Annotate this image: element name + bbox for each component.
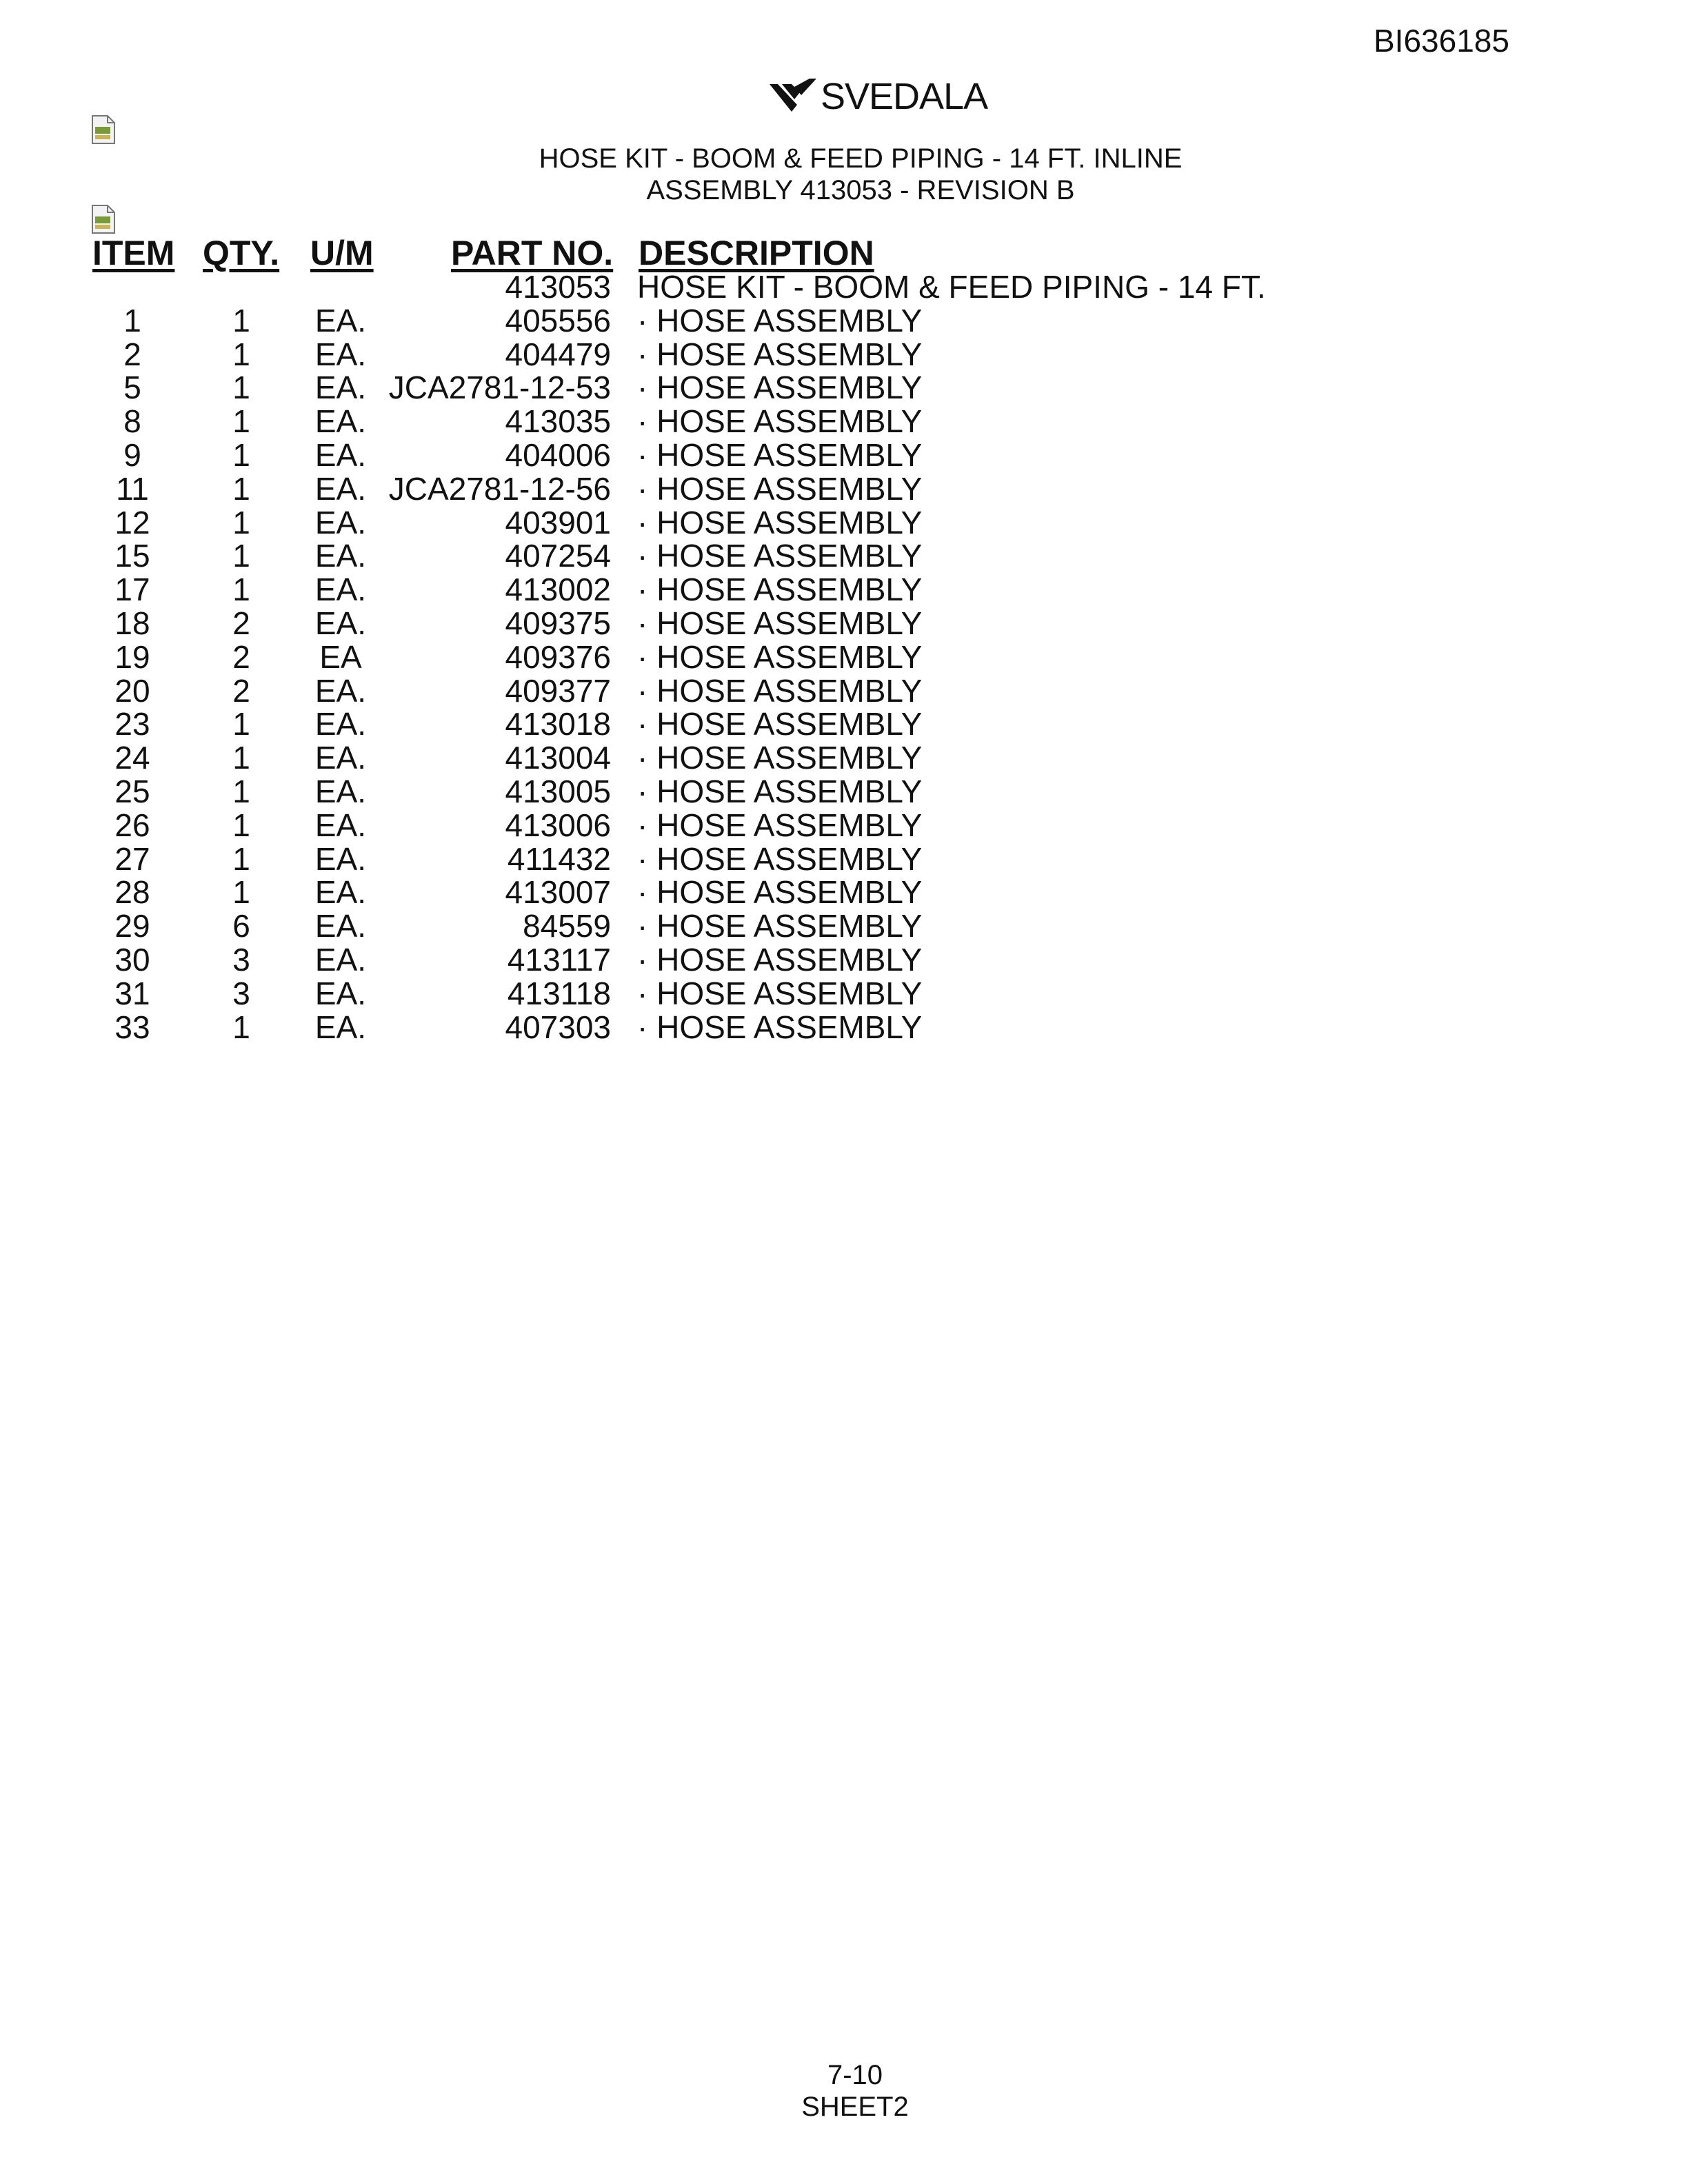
item-cell: 18: [114, 605, 150, 641]
part-number-cell: 413007: [505, 874, 611, 911]
item-cell: 2: [123, 336, 141, 372]
um-cell: EA.: [314, 302, 367, 338]
table-row: [0, 438, 1688, 472]
um-cell: EA.: [314, 672, 367, 709]
um-cell: EA.: [314, 840, 367, 877]
qty-cell: 1: [232, 370, 250, 406]
part-number-cell: 403901: [505, 504, 611, 540]
qty-cell: 1: [232, 470, 250, 507]
part-number-cell: 409376: [505, 638, 611, 675]
part-number-cell: 413004: [505, 740, 611, 776]
table-row: [0, 809, 1688, 842]
table-row: [0, 472, 1688, 506]
description-cell: · HOSE ASSEMBLY: [637, 807, 923, 843]
description-cell: · HOSE ASSEMBLY: [637, 874, 923, 911]
part-number-cell: 413002: [505, 572, 611, 608]
qty-cell: 3: [232, 975, 250, 1011]
qty-cell: 1: [232, 1009, 250, 1045]
sheet-label: SHEET2: [801, 2092, 909, 2122]
um-cell: EA.: [314, 370, 367, 406]
item-cell: 31: [114, 975, 150, 1011]
item-cell: 29: [114, 908, 150, 944]
qty-cell: 2: [232, 605, 250, 641]
part-number-cell: 413005: [505, 773, 611, 809]
item-cell: 27: [114, 840, 150, 877]
page-number: 7-10: [827, 2060, 883, 2090]
qty-cell: 1: [232, 436, 250, 473]
item-cell: 23: [114, 706, 150, 742]
part-number-cell: 411432: [507, 840, 611, 877]
description-cell: · HOSE ASSEMBLY: [637, 336, 923, 372]
qty-cell: 2: [232, 672, 250, 709]
description-cell: · HOSE ASSEMBLY: [637, 572, 923, 608]
header-um: U/M: [310, 234, 374, 272]
qty-cell: 1: [232, 403, 250, 440]
qty-cell: 1: [232, 572, 250, 608]
header-item: ITEM: [92, 234, 175, 272]
um-cell: EA.: [314, 874, 367, 911]
qty-cell: 1: [232, 840, 250, 877]
item-cell: 25: [114, 773, 150, 809]
description-cell: · HOSE ASSEMBLY: [637, 403, 923, 440]
item-cell: 19: [114, 638, 150, 675]
um-cell: EA.: [314, 1009, 367, 1045]
description-cell: · HOSE ASSEMBLY: [637, 706, 923, 742]
brand-name: SVEDALA: [821, 76, 988, 117]
item-cell: 5: [123, 370, 141, 406]
item-cell: 20: [114, 672, 150, 709]
document-id: BI636185: [1374, 23, 1509, 59]
item-cell: 11: [116, 470, 149, 507]
um-cell: EA.: [314, 807, 367, 843]
table-row: [0, 943, 1688, 977]
um-cell: EA: [319, 638, 362, 675]
header-part-no: PART NO.: [451, 234, 614, 272]
part-number-cell: 413006: [505, 807, 611, 843]
item-cell: 9: [123, 436, 141, 473]
part-number-cell: 404479: [505, 336, 611, 372]
qty-cell: 1: [232, 740, 250, 776]
qty-cell: 3: [232, 941, 250, 978]
um-cell: EA.: [314, 538, 367, 574]
svedala-logo-mark-icon: [767, 77, 819, 116]
description-cell: · HOSE ASSEMBLY: [637, 975, 923, 1011]
document-title: HOSE KIT - BOOM & FEED PIPING - 14 FT. INLINE: [539, 143, 1183, 174]
um-cell: EA.: [314, 941, 367, 978]
item-cell: 8: [123, 403, 141, 440]
table-row: [0, 707, 1688, 741]
item-cell: 28: [114, 874, 150, 911]
item-cell: 33: [114, 1009, 150, 1045]
um-cell: EA.: [314, 773, 367, 809]
um-cell: EA.: [314, 706, 367, 742]
item-cell: 15: [114, 538, 150, 574]
table-row: [0, 842, 1688, 876]
item-cell: 1: [123, 302, 141, 338]
part-number-cell: 409377: [505, 672, 611, 709]
part-number-cell: 407254: [505, 538, 611, 574]
um-cell: EA.: [314, 403, 367, 440]
um-cell: EA.: [314, 504, 367, 540]
um-cell: EA.: [314, 470, 367, 507]
table-row: [0, 775, 1688, 809]
table-row: [0, 640, 1688, 674]
part-number-cell: 413118: [507, 975, 611, 1011]
part-number-cell: 405556: [505, 302, 611, 338]
qty-cell: 6: [232, 908, 250, 944]
description-cell: · HOSE ASSEMBLY: [637, 908, 923, 944]
qty-cell: 1: [232, 874, 250, 911]
table-row: [0, 573, 1688, 607]
description-cell: · HOSE ASSEMBLY: [637, 538, 923, 574]
description-cell: · HOSE ASSEMBLY: [637, 773, 923, 809]
description-cell: · HOSE ASSEMBLY: [637, 638, 923, 675]
um-cell: EA.: [314, 975, 367, 1011]
part-number-cell: 409375: [505, 605, 611, 641]
item-cell: 24: [114, 740, 150, 776]
table-row: [0, 674, 1688, 708]
document-link-icon[interactable]: [90, 114, 117, 145]
um-cell: EA.: [314, 572, 367, 608]
description-cell: · HOSE ASSEMBLY: [637, 605, 923, 641]
item-cell: 30: [114, 941, 150, 978]
table-row: [0, 909, 1688, 943]
description-cell: · HOSE ASSEMBLY: [637, 302, 923, 338]
header-description: DESCRIPTION: [639, 234, 874, 272]
document-link-icon[interactable]: [90, 204, 117, 234]
qty-cell: 1: [232, 538, 250, 574]
header-qty: QTY.: [203, 234, 280, 272]
description-cell: · HOSE ASSEMBLY: [637, 470, 923, 507]
item-cell: 12: [114, 504, 150, 540]
part-number-cell: 413018: [505, 706, 611, 742]
parts-table: [0, 270, 1688, 1044]
table-row: [0, 876, 1688, 909]
description-cell: · HOSE ASSEMBLY: [637, 740, 923, 776]
part-number-cell: 404006: [505, 436, 611, 473]
description-cell: · HOSE ASSEMBLY: [637, 436, 923, 473]
table-row: [0, 304, 1688, 338]
table-row: [0, 506, 1688, 540]
table-row: [0, 607, 1688, 640]
description-cell: · HOSE ASSEMBLY: [637, 370, 923, 406]
um-cell: EA.: [314, 908, 367, 944]
um-cell: EA.: [314, 605, 367, 641]
qty-cell: 1: [232, 706, 250, 742]
qty-cell: 1: [232, 807, 250, 843]
part-number-cell: 407303: [505, 1009, 611, 1045]
qty-cell: 1: [232, 504, 250, 540]
description-cell: HOSE KIT - BOOM & FEED PIPING - 14 FT.: [637, 269, 1266, 305]
description-cell: · HOSE ASSEMBLY: [637, 504, 923, 540]
part-number-cell: 413035: [505, 403, 611, 440]
table-row: [0, 741, 1688, 775]
part-number-cell: JCA2781-12-53: [388, 370, 611, 406]
table-row: [0, 270, 1688, 304]
description-cell: · HOSE ASSEMBLY: [637, 941, 923, 978]
part-number-cell: JCA2781-12-56: [388, 470, 611, 507]
table-row: [0, 977, 1688, 1011]
qty-cell: 1: [232, 302, 250, 338]
um-cell: EA.: [314, 436, 367, 473]
description-cell: · HOSE ASSEMBLY: [637, 840, 923, 877]
description-cell: · HOSE ASSEMBLY: [637, 1009, 923, 1045]
qty-cell: 1: [232, 336, 250, 372]
svedala-logo: [767, 74, 987, 119]
document-subtitle: ASSEMBLY 413053 - REVISION B: [646, 175, 1075, 205]
qty-cell: 1: [232, 773, 250, 809]
item-cell: 26: [114, 807, 150, 843]
part-number-cell: 413053: [505, 269, 611, 305]
item-cell: 17: [114, 572, 150, 608]
um-cell: EA.: [314, 336, 367, 372]
table-row: [0, 539, 1688, 573]
table-row: [0, 371, 1688, 405]
part-number-cell: 84559: [523, 908, 611, 944]
table-row: [0, 405, 1688, 438]
description-cell: · HOSE ASSEMBLY: [637, 672, 923, 709]
um-cell: EA.: [314, 740, 367, 776]
table-row: [0, 338, 1688, 372]
part-number-cell: 413117: [507, 941, 611, 978]
qty-cell: 2: [232, 638, 250, 675]
table-row: [0, 1011, 1688, 1044]
